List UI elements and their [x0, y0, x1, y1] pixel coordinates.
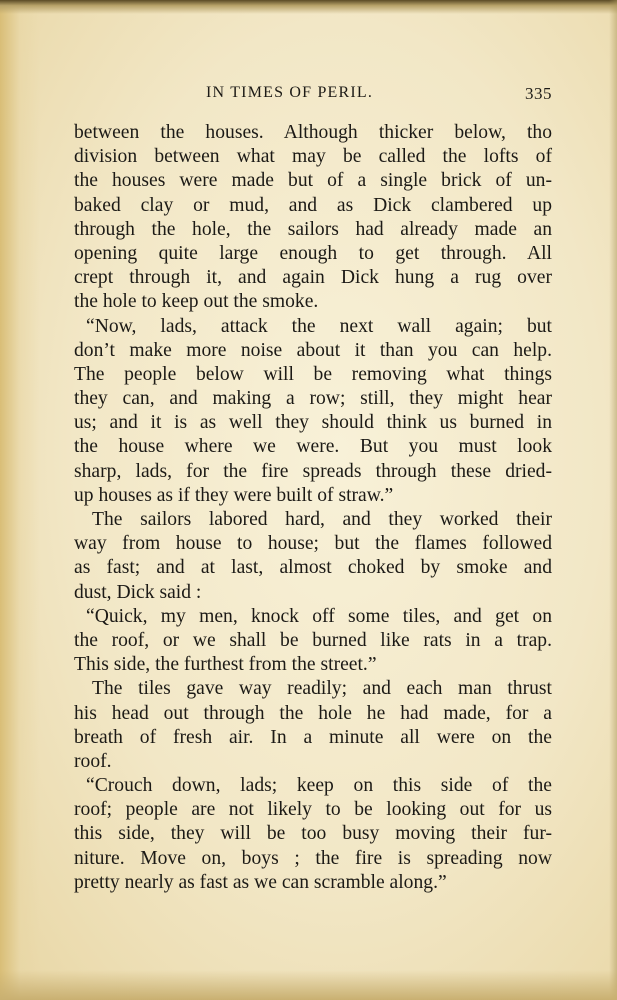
text-line: This side, the furthest from the street.”: [74, 654, 377, 676]
text-line: up houses as if they were built of straw.”: [74, 484, 394, 506]
text-line: they can, and making a row; still, they might hear: [74, 388, 552, 410]
text-line: “Quick, my men, knock off some tiles, and get on: [86, 605, 552, 627]
text-line: way from house to house; but the flames followed: [74, 533, 552, 555]
page-bottom-edge: [0, 970, 617, 1000]
text-line: The people below will be removing what things: [74, 363, 552, 385]
text-line: “Crouch down, lads; keep on this side of the: [86, 775, 552, 797]
text-line: niture. Move on, boys ; the fire is spreading now: [74, 847, 552, 869]
text-line: the house where we were. But you must look: [74, 436, 552, 458]
spine-shadow: [0, 0, 40, 1000]
text-line: pretty nearly as fast as we can scramble along.”: [74, 871, 447, 893]
text-line: the hole to keep out the smoke.: [74, 291, 319, 313]
running-head: IN TIMES OF PERIL.: [206, 84, 374, 101]
text-line: sharp, lads, for the fire spreads through these dried-: [74, 460, 552, 482]
body-text: [74, 121, 552, 895]
page-header: [74, 84, 552, 106]
page-right-edge: [609, 0, 617, 1000]
text-line: the houses were made but of a single brick of un-: [74, 170, 552, 192]
page-number: 335: [525, 84, 552, 103]
text-line: opening quite large enough to get through. All: [74, 242, 552, 264]
text-line: breath of fresh air. In a minute all were on the: [74, 726, 552, 748]
text-line: The sailors labored hard, and they worked their: [92, 509, 552, 530]
text-line: baked clay or mud, and as Dick clambered up: [74, 194, 552, 216]
text-line: “Now, lads, attack the next wall again; but: [86, 315, 552, 337]
text-line: The tiles gave way readily; and each man thrust: [92, 678, 552, 700]
text-line: his head out through the hole he had made, for a: [74, 702, 552, 724]
text-line: crept through it, and again Dick hung a rug over: [74, 267, 552, 289]
text-line: between the houses. Although thicker below, tho: [74, 122, 552, 143]
text-line: roof; people are not likely to be looking out for us: [74, 799, 552, 821]
page-top-edge: [0, 0, 617, 14]
text-line: division between what may be called the lofts of: [74, 146, 552, 168]
text-line: as fast; and at last, almost choked by smoke and: [74, 557, 552, 579]
text-line: don’t make more noise about it than you can help.: [74, 339, 552, 361]
text-line: dust, Dick said :: [74, 581, 202, 603]
text-line: this side, they will be too busy moving their fur-: [74, 823, 552, 845]
text-line: roof.: [74, 750, 112, 772]
text-line: through the hole, the sailors had already made an: [74, 218, 552, 240]
text-line: the roof, or we shall be burned like rats in a trap.: [74, 629, 552, 651]
text-line: us; and it is as well they should think us burned in: [74, 412, 552, 434]
